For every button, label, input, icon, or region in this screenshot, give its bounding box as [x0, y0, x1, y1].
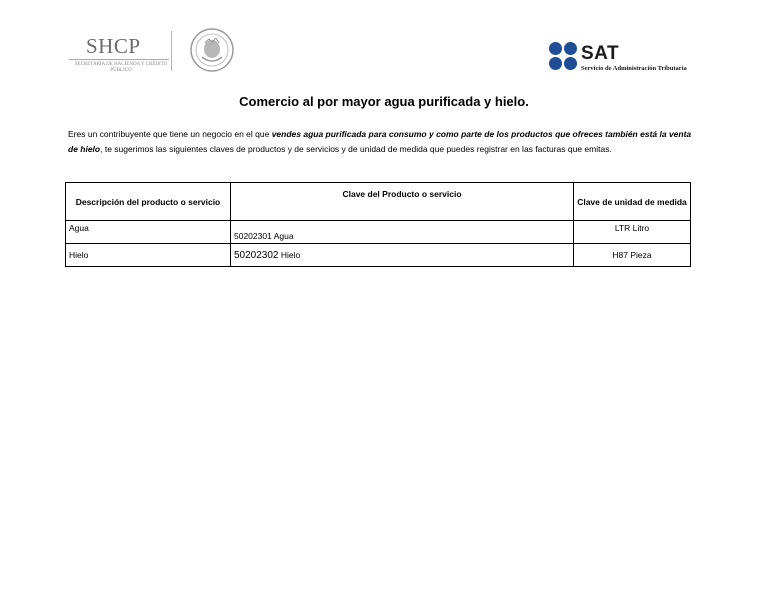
table-row: [66, 221, 691, 244]
shcp-logo-subtitle: SECRETARÍA DE HACIENDA Y CRÉDITO PÚBLICO: [74, 62, 168, 73]
clave-text: Hielo: [280, 249, 301, 260]
intro-text-end: , te sugerimos las siguientes claves de productos y de servicios y de unidad de medida que puedes registrar en las facturas que emitas.: [100, 144, 612, 154]
cell-descripcion: Agua: [66, 221, 231, 244]
sat-logo: [548, 41, 703, 75]
header-clave-unidad: Clave de unidad de medida: [574, 183, 691, 221]
intro-paragraph: [68, 127, 702, 157]
sat-dots-icon: [548, 41, 578, 71]
sat-logo-subtitle: Servicio de Administración Tributaria: [581, 65, 687, 72]
clave-number: 50202301: [234, 231, 272, 241]
claves-table: [65, 182, 691, 267]
header-clave-producto: Clave del Producto o servicio: [231, 183, 574, 221]
shcp-logo-text: SHCP: [86, 34, 141, 58]
shcp-logo-line: [69, 59, 169, 60]
cell-clave-producto: [231, 221, 574, 244]
shcp-logo: [66, 26, 176, 76]
clave-number: 50202302: [234, 249, 279, 261]
table-header-row: [66, 183, 691, 221]
document-title: Comercio al por mayor agua purificada y hielo.: [239, 94, 529, 109]
cell-unidad: LTR Litro: [574, 221, 691, 244]
national-seal-icon: [189, 27, 235, 73]
intro-text-start: Eres un contribuyente que tiene un negocio en el que: [68, 129, 272, 139]
cell-unidad: H87 Pieza: [574, 244, 691, 267]
cell-descripcion: Hielo: [66, 244, 231, 267]
intro-emphasis: vendes agua purificada para consumo y como parte de los productos que ofreces también está la venta de hielo: [68, 129, 692, 154]
cell-clave-producto: [231, 244, 574, 267]
clave-text: Agua: [273, 231, 294, 241]
logo-divider: [171, 31, 172, 71]
table-row: [66, 244, 691, 267]
sat-logo-text: SAT: [581, 43, 620, 64]
header-descripcion: Descripción del producto o servicio: [66, 183, 231, 221]
